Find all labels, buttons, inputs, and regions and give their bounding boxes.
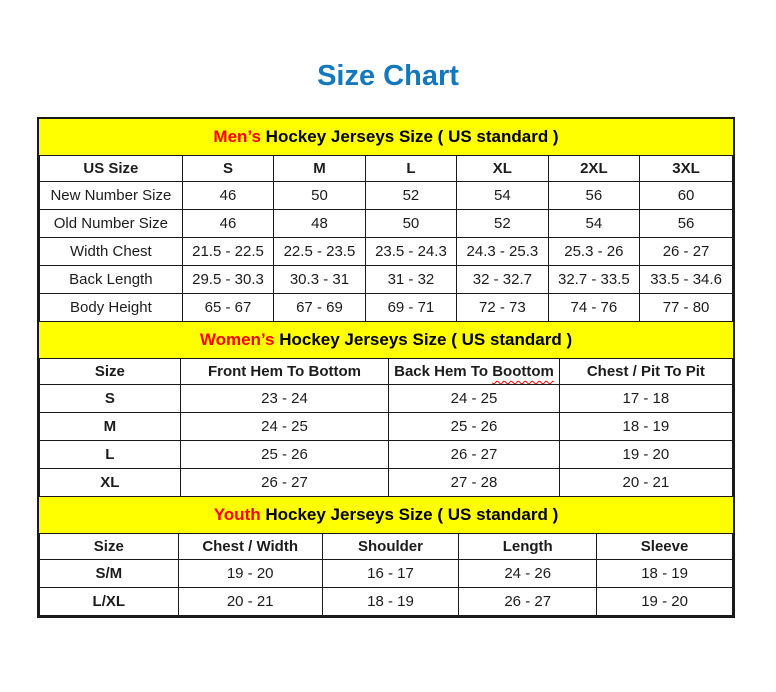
mens-value-cell: 29.5 - 30.3 xyxy=(182,266,273,294)
mens-row-label: New Number Size xyxy=(40,182,183,210)
mens-value-cell: 52 xyxy=(457,210,548,238)
mens-value-cell: 77 - 80 xyxy=(640,294,733,322)
mens-row-label: Body Height xyxy=(40,294,183,322)
mens-section-header xyxy=(39,119,733,155)
womens-value-cell: 18 - 19 xyxy=(559,413,732,441)
mens-value-cell: 74 - 76 xyxy=(548,294,639,322)
youth-row-label: S/M xyxy=(40,560,179,588)
mens-column-header: M xyxy=(274,156,365,182)
mens-value-cell: 67 - 69 xyxy=(274,294,365,322)
womens-row-label: S xyxy=(40,385,181,413)
mens-row xyxy=(40,294,733,322)
mens-value-cell: 46 xyxy=(182,182,273,210)
mens-table xyxy=(39,155,733,322)
womens-table xyxy=(39,358,733,497)
youth-table xyxy=(39,533,733,616)
womens-header-row xyxy=(40,359,733,385)
mens-value-cell: 23.5 - 24.3 xyxy=(365,238,456,266)
mens-section xyxy=(39,119,733,322)
womens-header-text: Hockey Jerseys Size ( US standard ) xyxy=(274,330,573,349)
youth-value-cell: 26 - 27 xyxy=(459,588,597,616)
youth-section xyxy=(39,497,733,616)
womens-column-header: Size xyxy=(40,359,181,385)
mens-value-cell: 22.5 - 23.5 xyxy=(274,238,365,266)
mens-value-cell: 52 xyxy=(365,182,456,210)
mens-header-row xyxy=(40,156,733,182)
womens-section-header xyxy=(39,322,733,358)
mens-value-cell: 32.7 - 33.5 xyxy=(548,266,639,294)
youth-value-cell: 20 - 21 xyxy=(178,588,322,616)
size-chart xyxy=(37,117,735,618)
mens-value-cell: 72 - 73 xyxy=(457,294,548,322)
mens-column-header: US Size xyxy=(40,156,183,182)
misspelled-word: Boottom xyxy=(492,363,554,380)
womens-value-cell: 25 - 26 xyxy=(180,441,389,469)
mens-value-cell: 50 xyxy=(274,182,365,210)
womens-row xyxy=(40,469,733,497)
womens-row xyxy=(40,385,733,413)
womens-value-cell: 25 - 26 xyxy=(389,413,559,441)
mens-value-cell: 32 - 32.7 xyxy=(457,266,548,294)
womens-value-cell: 24 - 25 xyxy=(180,413,389,441)
youth-header-text: Hockey Jerseys Size ( US standard ) xyxy=(260,505,559,524)
mens-column-header: 2XL xyxy=(548,156,639,182)
youth-column-header: Sleeve xyxy=(597,534,733,560)
youth-label: Youth xyxy=(213,505,261,524)
womens-row-label: XL xyxy=(40,469,181,497)
mens-column-header: L xyxy=(365,156,456,182)
youth-header-row xyxy=(40,534,733,560)
womens-value-cell: 20 - 21 xyxy=(559,469,732,497)
womens-value-cell: 26 - 27 xyxy=(389,441,559,469)
youth-value-cell: 18 - 19 xyxy=(322,588,459,616)
mens-row-label: Width Chest xyxy=(40,238,183,266)
youth-column-header: Chest / Width xyxy=(178,534,322,560)
womens-row xyxy=(40,441,733,469)
womens-row-label: L xyxy=(40,441,181,469)
youth-value-cell: 18 - 19 xyxy=(597,560,733,588)
youth-column-header: Length xyxy=(459,534,597,560)
mens-value-cell: 33.5 - 34.6 xyxy=(640,266,733,294)
mens-value-cell: 65 - 67 xyxy=(182,294,273,322)
womens-row xyxy=(40,413,733,441)
mens-row xyxy=(40,238,733,266)
mens-value-cell: 56 xyxy=(548,182,639,210)
mens-value-cell: 24.3 - 25.3 xyxy=(457,238,548,266)
youth-value-cell: 19 - 20 xyxy=(597,588,733,616)
mens-value-cell: 54 xyxy=(457,182,548,210)
mens-value-cell: 60 xyxy=(640,182,733,210)
mens-value-cell: 48 xyxy=(274,210,365,238)
mens-row-label: Back Length xyxy=(40,266,183,294)
womens-row-label: M xyxy=(40,413,181,441)
mens-value-cell: 25.3 - 26 xyxy=(548,238,639,266)
youth-row xyxy=(40,560,733,588)
mens-value-cell: 69 - 71 xyxy=(365,294,456,322)
womens-value-cell: 26 - 27 xyxy=(180,469,389,497)
page-title: Size Chart xyxy=(317,60,459,92)
youth-value-cell: 19 - 20 xyxy=(178,560,322,588)
youth-section-header xyxy=(39,497,733,533)
youth-column-header: Size xyxy=(40,534,179,560)
mens-value-cell: 21.5 - 22.5 xyxy=(182,238,273,266)
mens-header-text: Hockey Jerseys Size ( US standard ) xyxy=(260,127,559,146)
mens-value-cell: 50 xyxy=(365,210,456,238)
womens-column-header: Chest / Pit To Pit xyxy=(559,359,732,385)
mens-value-cell: 56 xyxy=(640,210,733,238)
womens-value-cell: 24 - 25 xyxy=(389,385,559,413)
mens-value-cell: 46 xyxy=(182,210,273,238)
mens-row xyxy=(40,210,733,238)
womens-value-cell: 17 - 18 xyxy=(559,385,732,413)
womens-column-header: Front Hem To Bottom xyxy=(180,359,389,385)
youth-value-cell: 16 - 17 xyxy=(322,560,459,588)
mens-value-cell: 54 xyxy=(548,210,639,238)
mens-value-cell: 31 - 32 xyxy=(365,266,456,294)
youth-row xyxy=(40,588,733,616)
womens-value-cell: 19 - 20 xyxy=(559,441,732,469)
womens-value-cell: 23 - 24 xyxy=(180,385,389,413)
mens-row xyxy=(40,182,733,210)
youth-row-label: L/XL xyxy=(40,588,179,616)
youth-value-cell: 24 - 26 xyxy=(459,560,597,588)
mens-column-header: XL xyxy=(457,156,548,182)
womens-column-header: Back Hem To Boottom xyxy=(389,359,559,385)
mens-row-label: Old Number Size xyxy=(40,210,183,238)
mens-value-cell: 26 - 27 xyxy=(640,238,733,266)
mens-value-cell: 30.3 - 31 xyxy=(274,266,365,294)
mens-column-header: 3XL xyxy=(640,156,733,182)
mens-row xyxy=(40,266,733,294)
womens-label: Women’s xyxy=(199,330,275,349)
mens-label: Men’s xyxy=(213,127,261,146)
youth-column-header: Shoulder xyxy=(322,534,459,560)
womens-value-cell: 27 - 28 xyxy=(389,469,559,497)
mens-column-header: S xyxy=(182,156,273,182)
womens-section xyxy=(39,322,733,497)
